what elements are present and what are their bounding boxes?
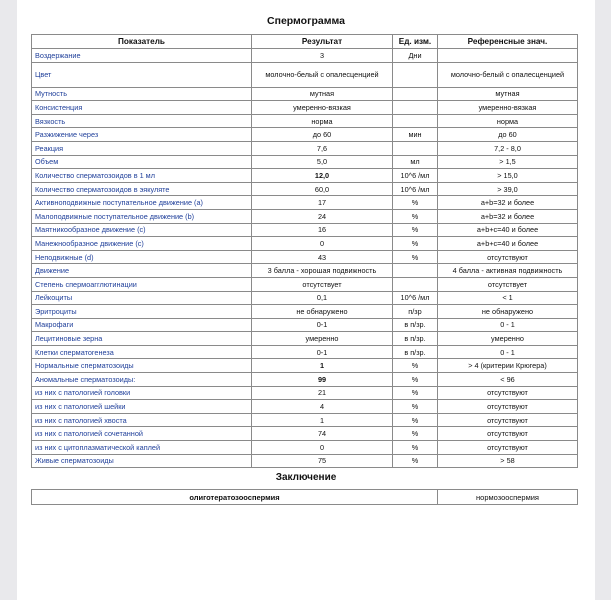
table-row [32,62,578,87]
row-reference: a+b=32 и более [438,196,578,210]
row-parameter: Малоподвижные поступательное движение (b) [32,209,252,223]
row-parameter: из них с патологией шейки [32,400,252,414]
row-unit [393,264,438,278]
row-parameter: Объем [32,155,252,169]
row-unit: Дни [393,49,438,63]
row-result: 3 [252,49,393,63]
row-reference: > 4 (критерии Крюгера) [438,359,578,373]
table-row [32,49,578,63]
conclusion-reference: нормозооспермия [438,490,578,505]
row-unit: % [393,250,438,264]
row-unit: % [393,223,438,237]
row-unit: % [393,427,438,441]
table-row [32,427,578,441]
row-result: 17 [252,196,393,210]
row-reference: 0 - 1 [438,345,578,359]
row-parameter: Клетки сперматогенеза [32,345,252,359]
row-result: 21 [252,386,393,400]
row-parameter: Макрофаги [32,318,252,332]
table-row [32,182,578,196]
table-row [32,196,578,210]
row-reference: 4 балла - активная подвижность [438,264,578,278]
row-parameter: Лейкоциты [32,291,252,305]
row-reference: a+b+c=40 и более [438,237,578,251]
row-result: 0-1 [252,318,393,332]
row-result: 60,0 [252,182,393,196]
row-result: молочно-белый с опалесценцией [252,62,393,87]
row-parameter: Нормальные сперматозоиды [32,359,252,373]
table-row [32,128,578,142]
row-result: мутная [252,87,393,101]
header-unit: Ед. изм. [393,35,438,49]
report-sheet [17,0,595,600]
row-unit [393,114,438,128]
row-result: норма [252,114,393,128]
row-unit: 10^6 /мл [393,291,438,305]
header-reference: Референсные знач. [438,35,578,49]
row-result: 99 [252,373,393,387]
row-reference: > 15,0 [438,169,578,183]
table-row [32,101,578,115]
row-result: 12,0 [252,169,393,183]
row-result: 43 [252,250,393,264]
row-parameter: из них с патологией сочетанной [32,427,252,441]
row-reference: умеренно [438,332,578,346]
row-result: умеренно [252,332,393,346]
row-parameter: Воздержание [32,49,252,63]
row-parameter: из них с цитоплазматической каплей [32,441,252,455]
row-result: 1 [252,359,393,373]
table-row [32,237,578,251]
row-unit: в п/зр. [393,318,438,332]
table-row [32,277,578,291]
row-result: 5,0 [252,155,393,169]
row-reference: молочно-белый с опалесценцией [438,62,578,87]
row-reference: отсутствуют [438,250,578,264]
conclusion-result: олиготератозооспермия [32,490,438,505]
row-reference: a+b=32 и более [438,209,578,223]
row-reference: отсутствуют [438,427,578,441]
table-row [32,454,578,468]
row-reference: норма [438,114,578,128]
row-parameter: Количество сперматозоидов в 1 мл [32,169,252,183]
row-unit: % [393,400,438,414]
row-result: 7,6 [252,141,393,155]
row-reference: мутная [438,87,578,101]
row-unit: % [393,237,438,251]
row-unit: п/зр [393,305,438,319]
row-unit [393,141,438,155]
row-reference: отсутствуют [438,400,578,414]
table-row [32,114,578,128]
row-parameter: Разжижение через [32,128,252,142]
row-reference: > 1,5 [438,155,578,169]
row-parameter: Живые сперматозоиды [32,454,252,468]
header-parameter: Показатель [32,35,252,49]
row-result: не обнаружено [252,305,393,319]
row-parameter: Манежнообразное движение (c) [32,237,252,251]
row-reference: отсутствуют [438,441,578,455]
table-row [32,155,578,169]
row-unit: мл [393,155,438,169]
row-result: 3 балла - хорошая подвижность [252,264,393,278]
row-unit: мин [393,128,438,142]
row-parameter: Цвет [32,62,252,87]
table-row [32,318,578,332]
table-row [32,441,578,455]
table-header-row [32,35,578,49]
row-parameter: Лецитиновые зерна [32,332,252,346]
row-parameter: Вязкость [32,114,252,128]
row-reference: не обнаружено [438,305,578,319]
table-row [32,345,578,359]
row-unit [393,62,438,87]
row-result: 0-1 [252,345,393,359]
row-unit: 10^6 /мл [393,169,438,183]
row-result: умеренно-вязкая [252,101,393,115]
table-row [32,386,578,400]
table-row [32,264,578,278]
row-parameter: Консистенция [32,101,252,115]
row-result: 0 [252,441,393,455]
row-result: 74 [252,427,393,441]
row-parameter: Эритроциты [32,305,252,319]
table-row [32,305,578,319]
table-row [32,250,578,264]
table-row [32,291,578,305]
row-reference: до 60 [438,128,578,142]
row-unit [393,101,438,115]
semen-analysis-table [31,34,578,468]
row-result: 0 [252,237,393,251]
row-parameter: Количество сперматозоидов в эякуляте [32,182,252,196]
row-unit: в п/зр. [393,345,438,359]
row-parameter: из них с патологией хвоста [32,413,252,427]
row-reference: отсутствуют [438,386,578,400]
row-reference: 7,2 - 8,0 [438,141,578,155]
conclusion-table [31,489,578,505]
table-row [32,332,578,346]
row-reference: отсутствуют [438,413,578,427]
report-title: Спермограмма [267,15,345,27]
row-parameter: Маятникообразное движение (c) [32,223,252,237]
row-unit: 10^6 /мл [393,182,438,196]
row-result: 16 [252,223,393,237]
conclusion-title: Заключение [275,472,337,483]
row-reference [438,49,578,63]
row-parameter: Степень спермоагглютинации [32,277,252,291]
table-row [32,223,578,237]
row-unit [393,87,438,101]
row-parameter: Реакция [32,141,252,155]
header-result: Результат [252,35,393,49]
row-parameter: Мутность [32,87,252,101]
row-parameter: Активноподвижные поступательное движение (a) [32,196,252,210]
row-unit: % [393,373,438,387]
row-unit: в п/зр. [393,332,438,346]
conclusion-row [32,490,578,505]
row-unit: % [393,209,438,223]
row-unit: % [393,413,438,427]
row-result: 4 [252,400,393,414]
table-row [32,141,578,155]
row-reference: > 39,0 [438,182,578,196]
row-parameter: Движение [32,264,252,278]
table-body [32,49,578,468]
row-unit: % [393,359,438,373]
table-row [32,373,578,387]
row-parameter: Аномальные сперматозоиды: [32,373,252,387]
table-row [32,400,578,414]
row-reference: a+b+c=40 и более [438,223,578,237]
table-row [32,413,578,427]
row-result: 1 [252,413,393,427]
row-result: отсутствует [252,277,393,291]
table-row [32,209,578,223]
row-parameter: из них с патологией головки [32,386,252,400]
row-reference: < 96 [438,373,578,387]
row-unit: % [393,441,438,455]
row-result: до 60 [252,128,393,142]
row-reference: отсутствует [438,277,578,291]
row-reference: умеренно-вязкая [438,101,578,115]
row-result: 75 [252,454,393,468]
row-unit [393,277,438,291]
row-unit: % [393,196,438,210]
row-reference: > 58 [438,454,578,468]
row-parameter: Неподвижные (d) [32,250,252,264]
row-result: 24 [252,209,393,223]
row-unit: % [393,454,438,468]
table-row [32,359,578,373]
row-reference: < 1 [438,291,578,305]
row-reference: 0 - 1 [438,318,578,332]
row-unit: % [393,386,438,400]
table-row [32,169,578,183]
table-row [32,87,578,101]
row-result: 0,1 [252,291,393,305]
